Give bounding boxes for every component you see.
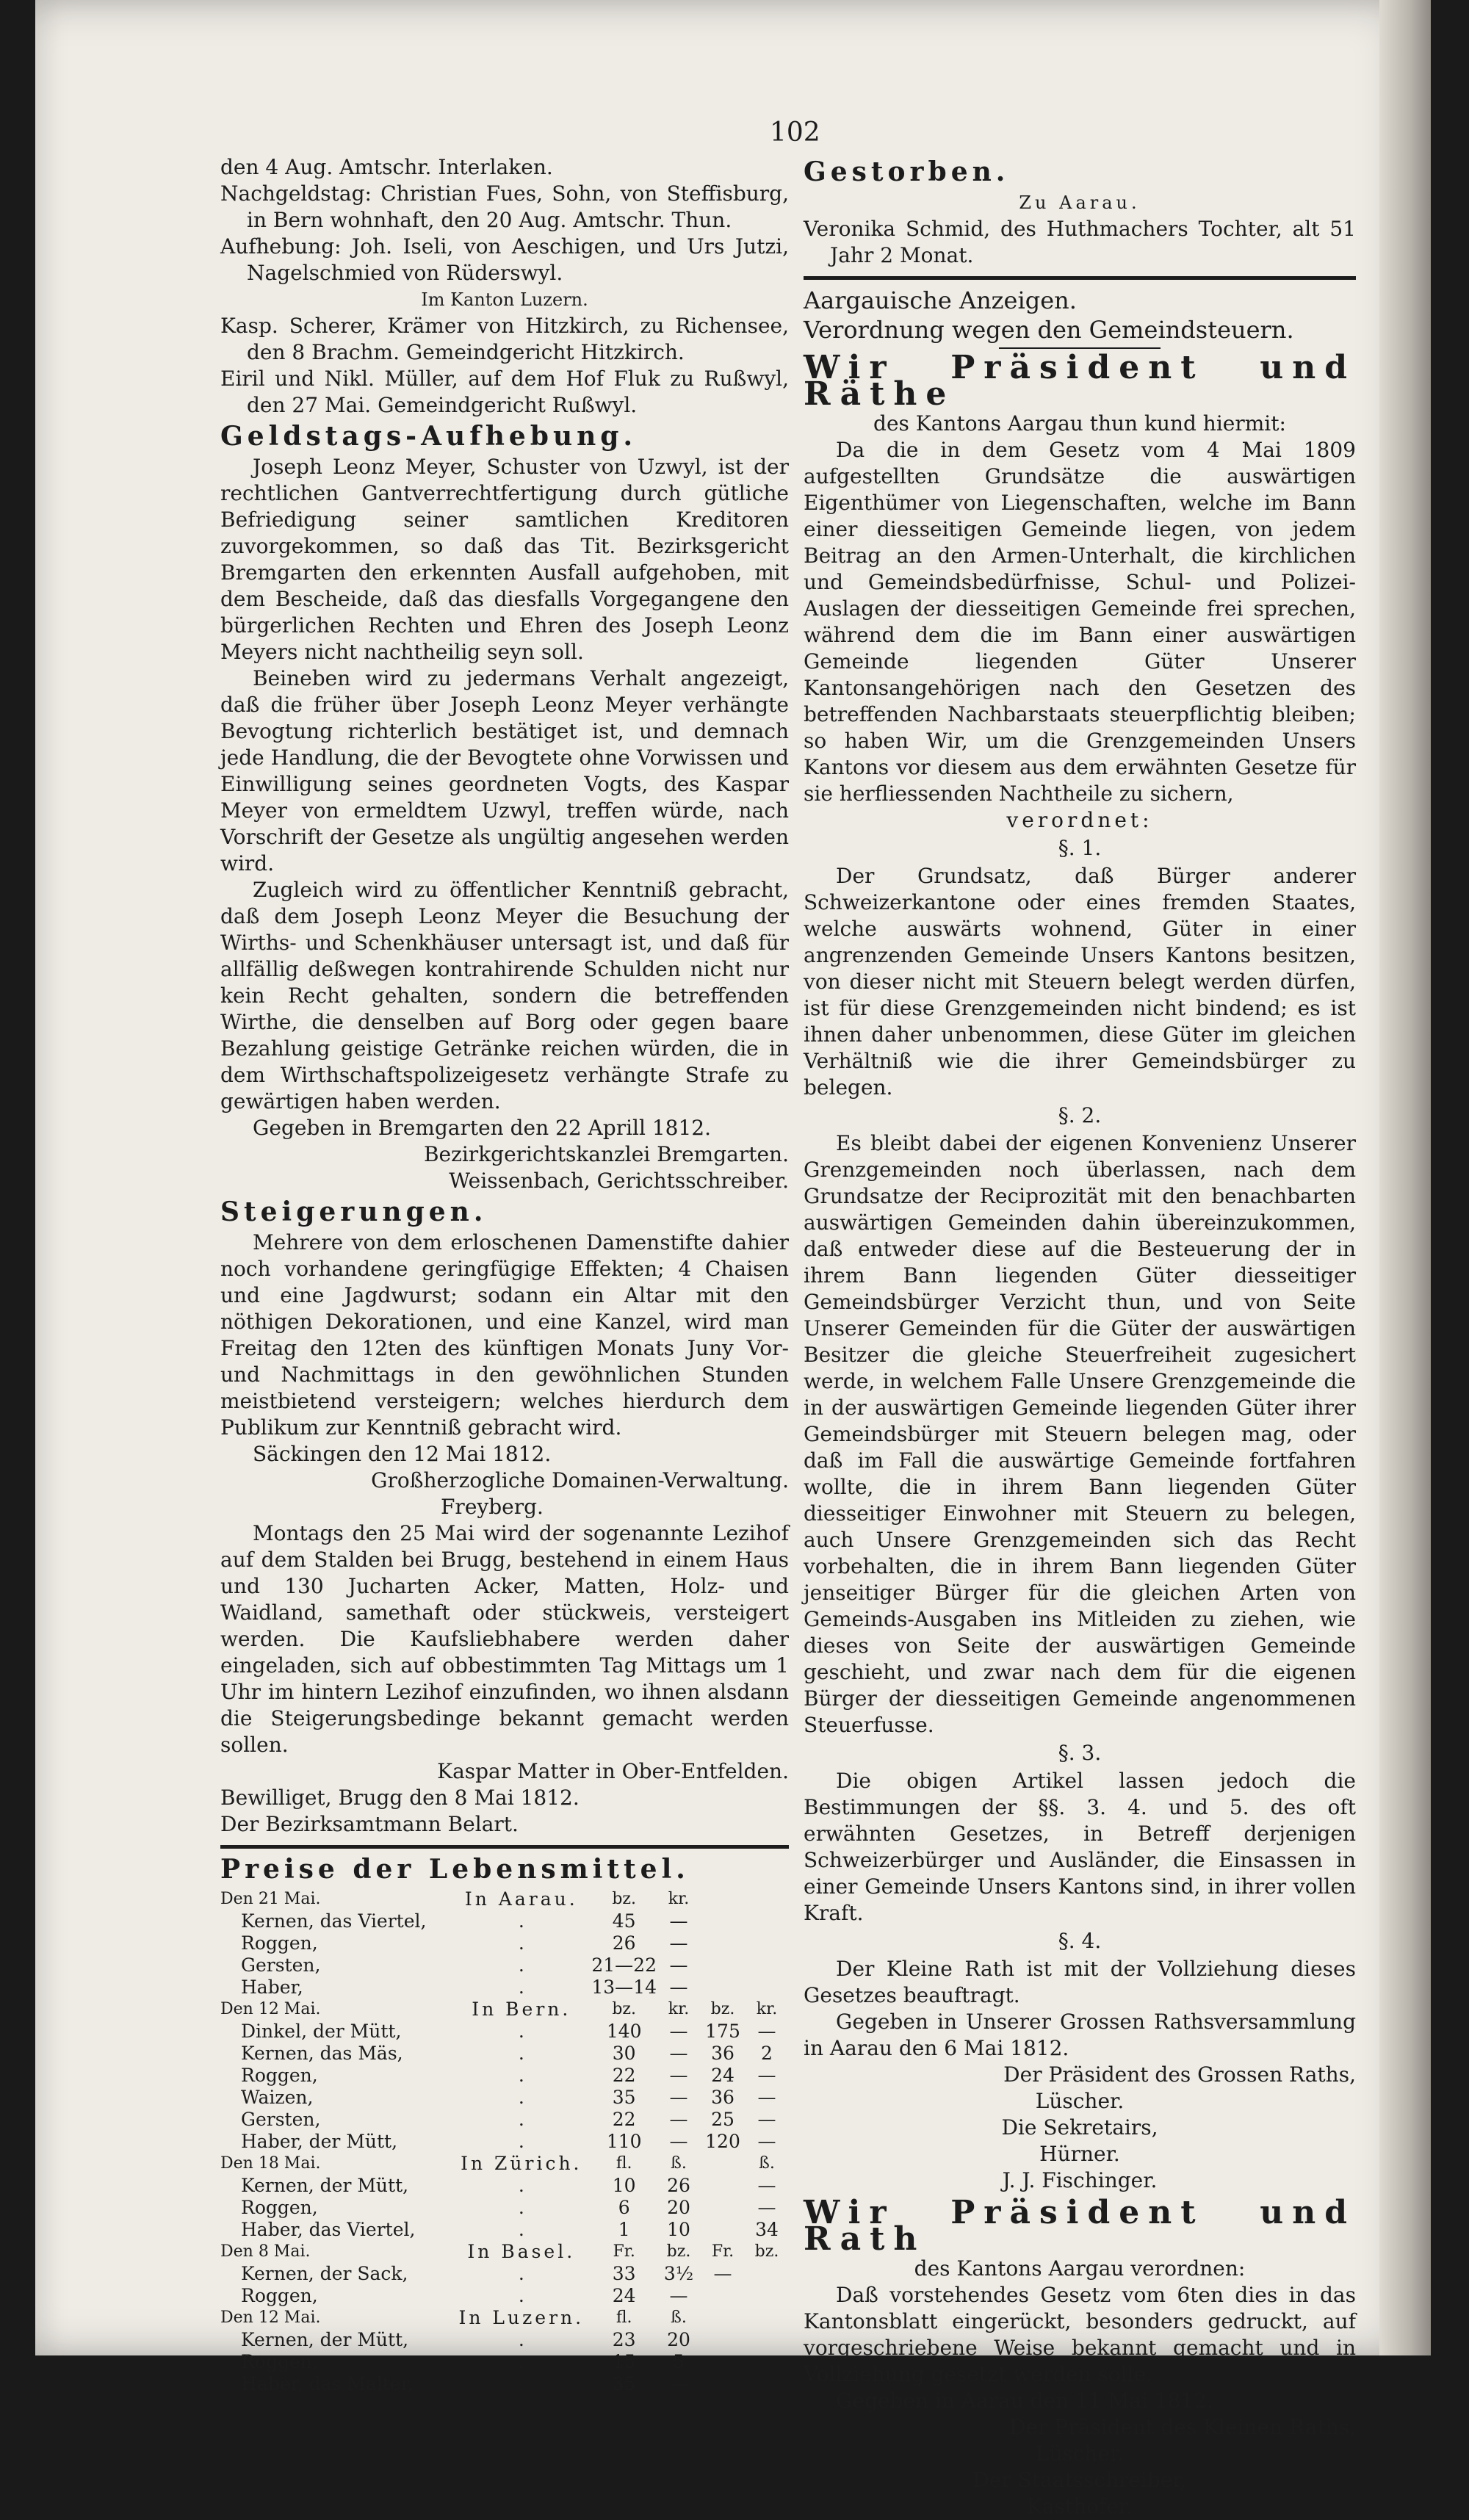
price-unit: Fr.: [613, 2242, 635, 2261]
given-date: Gegeben in Aarau den 11 Mai 1812.: [836, 2389, 1214, 2413]
price-dots: .: [518, 2373, 524, 2394]
section-rule: [220, 1845, 789, 1849]
decree-subheading: des Kantons Aargau verordnen:: [914, 2256, 1246, 2281]
price-row: [220, 2197, 789, 2219]
price-dots: .: [518, 2197, 524, 2218]
price-row: [220, 2373, 789, 2395]
price-value: [701, 1976, 745, 1999]
anzeigen-heading: Aargauische Anzeigen.: [804, 286, 1077, 314]
price-unit: [701, 2153, 745, 2175]
section-text: Der Grundsatz, daß Bürger anderer Schweizerkantone oder eines fremden Staates, welche auswärts wohnend, Güter in einer angrenzenden Gemeinde Unsers Kantons besitzen, von dieser nicht mit Steuern belegt werden dürfen, ist für diese Grenzgemeinden nicht bindend; es ist ihnen daher unbenommen, diese Güter im gleichen Verhältniß wie die ihrer Gemeindsbürger zu belegen.: [804, 864, 1356, 1100]
price-value: —: [669, 1976, 688, 1998]
decree-subheading: des Kantons Aargau thun kund hiermit:: [873, 411, 1286, 436]
price-value: —: [669, 2065, 688, 2086]
price-value: 25: [711, 2109, 734, 2130]
price-dots: .: [518, 1976, 524, 1998]
price-value: 140: [606, 2021, 642, 2042]
price-value: [745, 1932, 789, 1954]
intro-line: den 4 Aug. Amtschr. Interlaken.: [220, 155, 553, 179]
price-dots: .: [518, 2043, 524, 2064]
price-row: [220, 2109, 789, 2131]
price-value: —: [669, 1932, 688, 1954]
price-dots: .: [518, 2021, 524, 2042]
price-row: [220, 1932, 789, 1954]
price-value: —: [669, 2285, 688, 2306]
price-row: [220, 1954, 789, 1976]
geldstag-signature: Bezirkgerichtskanzlei Bremgarten.: [423, 1142, 789, 1166]
price-row: [220, 2351, 789, 2373]
signature: Die Sekretairs,: [1001, 2115, 1158, 2140]
price-item: Haber,: [241, 1976, 303, 1998]
price-item: Roggen,: [241, 2197, 318, 2218]
price-dots: .: [518, 2263, 524, 2284]
price-value: 22: [612, 2109, 636, 2130]
section-label: §. 2.: [1058, 1103, 1102, 1127]
price-value: 26: [667, 2175, 690, 2196]
price-item: Roggen,: [241, 2285, 318, 2306]
price-row: [220, 2087, 789, 2109]
signature: Lüscher.: [1035, 2089, 1125, 2113]
section-text: Der Kleine Rath ist mit der Vollziehung dieses Gesetzes beauftragt.: [804, 1957, 1356, 2007]
signature: Hürner.: [1039, 2142, 1120, 2166]
price-row: [220, 1976, 789, 1999]
price-dots: .: [518, 2285, 524, 2306]
price-dots: .: [518, 2109, 524, 2130]
price-value: 175: [705, 2021, 740, 2042]
given-date: Gegeben in Unserer Grossen Rathsversammlung in Aarau den 6 Mai 1812.: [804, 2010, 1356, 2060]
page-number: 102: [770, 118, 820, 148]
price-value: [701, 2329, 745, 2351]
price-value: [745, 1954, 789, 1976]
binding-spine: [1379, 0, 1431, 2355]
steigerung-date: Bewilliget, Brugg den 8 Mai 1812.: [220, 1786, 580, 1810]
price-value: [701, 2197, 745, 2219]
section-label: §. 4.: [1058, 1929, 1102, 1953]
price-unit: ß.: [671, 2308, 687, 2327]
signature: Der Staatsschreiber,: [972, 2468, 1187, 2492]
geldstag-paragraph: Beineben wird zu jedermans Verhalt angezeigt, daß die früher über Joseph Leonz Meyer verhängte Bevogtung richterlich bestätiget ist, und demnach jede Handlung, die der Bevogtete ohne Vorwissen und Einwilligung seines geordneten Vogts, des Kaspar Meyer von ermeldtem Uzwyl, treffen würde, nach Vorschrift der Gesetze als ungültig angesehen werden wird.: [220, 666, 789, 875]
price-value: [745, 2351, 789, 2373]
gestorben-heading: Gestorben.: [804, 156, 1010, 187]
signature: J. J. Fischinger.: [1002, 2168, 1158, 2192]
price-value: 120: [705, 2131, 740, 2152]
steigerungen-heading: Steigerungen.: [220, 1196, 488, 1227]
price-place: In Basel.: [467, 2241, 576, 2262]
signature: Der Präsident des Grossen Raths,: [1003, 2062, 1356, 2087]
price-item: Kernen, das Mäs,: [241, 2043, 403, 2064]
price-value: 10: [667, 2219, 690, 2240]
price-item: Kernen, das Viertel,: [241, 1910, 427, 1932]
price-block-header: [220, 2153, 789, 2175]
price-value: [701, 1954, 745, 1976]
price-value: —: [757, 2175, 776, 2196]
price-value: [745, 2263, 789, 2285]
price-value: [701, 2175, 745, 2197]
steigerung-paragraph: Mehrere von dem erloschenen Damenstifte dahier noch vorhandene geringfügige Effekten; 4 Chaisen und eine Jagdwurst; sodann ein Altar mit den nöthigen Dekorationen, und eine Kanzel, wird man Freitag den 12ten des künftigen Monats Juny Vor- und Nachmittags in den gewöhnlichen Stunden meistbietend versteigern; welches hierdurch dem Publikum zur Kenntniß gebracht wird.: [220, 1230, 789, 1440]
price-unit: fl.: [616, 2154, 632, 2173]
price-value: 20: [667, 2197, 690, 2218]
price-value: —: [669, 2087, 688, 2108]
price-value: 26: [612, 1932, 636, 1954]
price-dots: .: [518, 1910, 524, 1932]
price-item: Roggen,: [241, 2351, 318, 2372]
price-item: Haber, das Viertel,: [241, 2219, 416, 2240]
price-block-header: [220, 2307, 789, 2329]
price-value: —: [669, 2021, 688, 2042]
price-value: 10: [612, 2175, 636, 2196]
decree-heading: Wir Präsident und Rath: [804, 2194, 1356, 2258]
price-block-header: [220, 1999, 789, 2021]
price-item: Kernen, der Mütt,: [241, 2329, 409, 2350]
price-item: Gersten,: [241, 2109, 321, 2130]
price-value: 3½: [663, 2263, 694, 2284]
price-row: [220, 2021, 789, 2043]
price-row: [220, 2065, 789, 2087]
aufhebung-entry: Aufhebung: Joh. Iseli, von Aeschigen, und Urs Jutzi, Nagelschmied von Rüderswyl.: [220, 234, 789, 285]
price-place: In Luzern.: [458, 2307, 585, 2328]
price-date: Den 12 Mai.: [220, 2308, 321, 2327]
price-dots: .: [518, 2065, 524, 2086]
verordnung-heading: Verordnung wegen den Gemeindsteuern.: [804, 316, 1294, 344]
steigerung-signature: Großherzogliche Domainen-Verwaltung.: [371, 1468, 789, 1492]
price-value: 15: [612, 2351, 636, 2372]
section-text: Die obigen Artikel lassen jedoch die Bestimmungen der §§. 3. 4. und 5. des oft erwähnten Gesetzes, in Betreff derjenigen Schweizerbürger und Ausländer, die Einsassen in einer Gemeinde Unsers Kantons sind, in ihrer vollen Kraft.: [804, 1769, 1356, 1925]
price-unit: kr.: [668, 2000, 690, 2018]
price-row: [220, 2175, 789, 2197]
price-value: [745, 2329, 789, 2351]
price-value: —: [669, 2131, 688, 2152]
price-value: [745, 1910, 789, 1932]
price-value: —: [757, 2087, 776, 2108]
price-item: Dinkel, der Mütt,: [241, 2021, 402, 2042]
price-unit: bz.: [666, 2242, 691, 2261]
decree-order: Daß vorstehendes Gesetz vom 6ten dies in das Kantonsblatt eingerückt, besonders gedruckt, auf vorgeschriebene Weise bekannt gemacht und in Vollziehung gesetzt werden solle.: [804, 2283, 1356, 2386]
price-row: [220, 2131, 789, 2153]
left-column: [220, 154, 789, 2395]
right-column: [804, 154, 1356, 2520]
verordnet-label: verordnet:: [1006, 808, 1153, 832]
price-value: [701, 2373, 745, 2395]
price-item: Gersten,: [241, 1954, 321, 1976]
price-item: Kernen, der Mütt,: [241, 2175, 409, 2196]
price-unit: [745, 1888, 789, 1910]
price-unit: ß.: [759, 2154, 775, 2173]
geldstag-paragraph: Zugleich wird zu öffentlicher Kenntniß gebracht, daß dem Joseph Leonz Meyer die Besuchung der Wirths- und Schenkhäuser untersagt ist, und daß für allfällig deßwegen kontrahirende Schulden nicht nur kein Recht gehalten, sondern die betreffenden Wirthe, die denselben auf Borg oder gegen baare Bezahlung geistige Getränke reichen würden, die in dem Wirthschaftspolizeigesetz verhängte Strafe zu gewärtigen haben werden.: [220, 878, 789, 1113]
steigerung-signature: Der Bezirksamtmann Belart.: [220, 1812, 519, 1836]
price-value: —: [669, 2043, 688, 2064]
geldstag-heading: Geldstags-Aufhebung.: [220, 421, 637, 452]
price-date: Den 21 Mai.: [220, 1890, 321, 1908]
price-item: Roggen,: [241, 1932, 318, 1954]
price-value: —: [757, 2197, 776, 2218]
price-value: 1: [618, 2219, 630, 2240]
price-place: In Bern.: [472, 1999, 571, 2020]
price-value: 21—22: [591, 1954, 657, 1976]
price-dots: .: [518, 2219, 524, 2240]
price-value: 22: [612, 2065, 636, 2086]
price-value: —: [713, 2263, 732, 2284]
price-value: [701, 1910, 745, 1932]
price-row: [220, 2043, 789, 2065]
price-value: 34: [755, 2219, 779, 2240]
price-value: [701, 2351, 745, 2373]
price-unit: [701, 2307, 745, 2329]
price-row: [220, 2329, 789, 2351]
price-dots: .: [518, 2175, 524, 2196]
price-row: [220, 2219, 789, 2241]
price-row: [220, 1910, 789, 1932]
price-block-header: [220, 1888, 789, 1910]
price-value: 23: [612, 2329, 636, 2350]
price-value: 36: [711, 2043, 734, 2064]
price-value: [745, 2373, 789, 2395]
price-date: Den 12 Mai.: [220, 2000, 321, 2018]
nachgeldstag-entry: Nachgeldstag: Christian Fues, Sohn, von Steffisburg, in Bern wohnhaft, den 20 Aug. Amtschr. Thun.: [220, 181, 789, 232]
price-item: Haber, der Mütt,: [241, 2131, 398, 2152]
section-label: §. 3.: [1058, 1741, 1102, 1765]
price-value: 2: [761, 2043, 773, 2064]
price-row: [220, 2263, 789, 2285]
price-item: Roggen,: [241, 2065, 318, 2086]
price-dots: .: [518, 2351, 524, 2372]
price-value: —: [757, 2131, 776, 2152]
geldstag-paragraph: Joseph Leonz Meyer, Schuster von Uzwyl, ist der rechtlichen Gantverrechtfertigung durch gütliche Befriedigung seiner samtlichen Kreditoren zuvorgekommen, so daß das Tit. Bezirksgericht Bremgarten den erkennten Ausfall aufgehoben, mit dem Bescheide, daß das diesfalls Vorgegangene den bürgerlichen Rechten und Ehren des Joseph Leonz Meyers nicht nachtheilig seyn soll.: [220, 455, 789, 664]
steigerung-signature: Kaspar Matter in Ober-Entfelden.: [437, 1759, 789, 1783]
price-item: Haber, das Malter,: [241, 2373, 414, 2394]
price-value: —: [669, 2109, 688, 2130]
steigerung-signature: Freyberg.: [441, 1495, 544, 1519]
decree-heading: Wir Präsident und Räthe: [804, 349, 1356, 413]
price-value: [701, 1932, 745, 1954]
price-unit: bz.: [754, 2242, 779, 2261]
signature: Lüscher.: [1035, 2441, 1125, 2466]
price-value: [701, 2219, 745, 2241]
price-place: In Aarau.: [464, 1888, 578, 1910]
zu-aarau-label: Zu Aarau.: [1019, 192, 1141, 213]
price-value: —: [757, 2065, 776, 2086]
price-value: 5: [673, 2351, 685, 2372]
price-value: 6: [618, 2197, 630, 2218]
prices-title: Preise der Lebensmittel.: [220, 1854, 690, 1885]
price-value: [745, 2285, 789, 2307]
price-unit: bz.: [710, 2000, 735, 2018]
price-unit: [701, 1888, 745, 1910]
price-value: 20: [667, 2329, 690, 2350]
prices-table: [220, 1888, 789, 2395]
geldstag-date: Gegeben in Bremgarten den 22 Aprill 1812.: [253, 1116, 711, 1140]
price-unit: [745, 2307, 789, 2329]
price-block-header: [220, 2241, 789, 2263]
price-dots: .: [518, 2131, 524, 2152]
luzern-entry: Kasp. Scherer, Krämer von Hitzkirch, zu Richensee, den 8 Brachm. Gemeindgericht Hitzkirch.: [220, 314, 789, 364]
price-date: Den 8 Mai.: [220, 2242, 311, 2261]
price-place: In Zürich.: [461, 2153, 582, 2174]
price-dots: .: [518, 2329, 524, 2350]
canton-luzern-heading: Im Kanton Luzern.: [421, 289, 588, 310]
price-dots: .: [518, 1954, 524, 1976]
price-value: —: [669, 1954, 688, 1976]
section-label: §. 1.: [1058, 836, 1102, 860]
luzern-entry: Eiril und Nikl. Müller, auf dem Hof Fluk zu Rußwyl, den 27 Mai. Gemeindgericht Rußwyl.: [220, 367, 789, 417]
price-dots: .: [518, 1932, 524, 1954]
price-value: 30: [612, 2043, 636, 2064]
price-unit: kr.: [668, 1890, 690, 1908]
price-unit: bz.: [612, 1890, 637, 1908]
price-value: [701, 2285, 745, 2307]
price-dots: .: [518, 2087, 524, 2108]
price-value: 35: [612, 2373, 636, 2394]
price-value: 24: [612, 2285, 636, 2306]
price-value: 13—14: [591, 1976, 657, 1998]
price-value: —: [669, 2373, 688, 2394]
price-value: 33: [612, 2263, 636, 2284]
decree-intro: Da die in dem Gesetz vom 4 Mai 1809 aufgestellten Grundsätze die auswärtigen Eigenthümer von Liegenschaften, welche im Bann einer diesseitigen Gemeinde liegen, von jedem Beitrag an den Armen-Unterhalt, die kirchlichen und Gemeindsbedürfnisse, Schul- und Polizei-Auslagen der diesseitigen Gemeinde frei sprechen, während dem die im Bann einer auswärtigen Gemeinde liegenden Güter Unserer Kantonsangehörigen nach den Gesetzen des betreffenden Nachbarstaats steuerpflichtig bleiben; so haben Wir, um die Grenzgemeinden Unsers Kantons vor diesem aus dem erwähnten Gesetze für sie herfliessenden Nachtheile zu sichern,: [804, 438, 1356, 806]
signature: Kasthofer.: [1026, 2494, 1133, 2519]
price-value: 35: [612, 2087, 636, 2108]
price-item: Waizen,: [241, 2087, 314, 2108]
price-unit: Fr.: [711, 2242, 734, 2261]
steigerung-paragraph: Montags den 25 Mai wird der sogenannte Lezihof auf dem Stalden bei Brugg, bestehend in einem Haus und 130 Jucharten Acker, Matten, Holz- und Waidland, samethaft oder stückweis, versteigert werden. Die Kaufsliebhabere werden daher eingeladen, sich auf obbestimmten Tag Mittags um 1 Uhr im hintern Lezihof einzufinden, wo ihnen alsdann die Steigerungsbedinge bekannt gemacht werden sollen.: [220, 1521, 789, 1757]
steigerung-date: Säckingen den 12 Mai 1812.: [253, 1442, 552, 1466]
price-item: Kernen, der Sack,: [241, 2263, 408, 2284]
price-value: —: [757, 2109, 776, 2130]
signature: Der Präsident des Kleinen Raths,: [1009, 2415, 1356, 2439]
price-value: 45: [612, 1910, 636, 1932]
newspaper-page: [35, 0, 1431, 2519]
death-notice: Veronika Schmid, des Huthmachers Tochter, alt 51 Jahr 2 Monat.: [804, 217, 1356, 267]
price-value: [745, 1976, 789, 1999]
geldstag-signature: Weissenbach, Gerichtsschreiber.: [449, 1169, 789, 1193]
price-value: 110: [606, 2131, 642, 2152]
price-value: 36: [711, 2087, 734, 2108]
section-rule: [804, 276, 1356, 280]
price-date: Den 18 Mai.: [220, 2154, 321, 2173]
price-unit: ß.: [671, 2154, 687, 2173]
price-unit: fl.: [616, 2308, 632, 2327]
price-value: —: [669, 1910, 688, 1932]
price-value: 24: [711, 2065, 734, 2086]
section-text: Es bleibt dabei der eigenen Konvenienz Unserer Grenzgemeinden noch überlassen, nach dem Grundsatze der Reciprozität mit den benachbarten auswärtigen Gemeinden dahin übereinzukommen, daß entweder diese auf die Besteuerung der in ihrem Bann liegenden Güter diesseitiger Gemeindsbürger Verzicht thun, und von Seite Unserer Gemeinden für die Güter der auswärtigen Besitzer die gleiche Steuerfreiheit zugesichert werde, in welchem Falle Unsere Grenzgemeinde die in der auswärtigen Gemeinde liegenden Güter ihrer Gemeindsbürger mit Steuern belegen mag, oder daß im Fall die auswärtige Gemeinde fortfahren wollte, die in ihrem Bann liegenden Güter diesseitiger Einwohner mit Steuern zu belegen, auch Unsere Grenzgemeinden sich das Recht vorbehalten, die in ihrem Bann liegenden Güter jenseitiger Bürger für die gleichen Arten von Gemeinds-Ausgaben ins Mitleiden zu ziehen, wie dieses von Seite der auswärtigen Gemeinde geschieht, und zwar nach dem für die eigenen Bürger der diesseitigen Gemeinde angenommenen Steuerfusse.: [804, 1131, 1356, 1737]
price-row: [220, 2285, 789, 2307]
price-unit: bz.: [612, 2000, 637, 2018]
price-unit: kr.: [756, 2000, 778, 2018]
price-value: —: [757, 2021, 776, 2042]
